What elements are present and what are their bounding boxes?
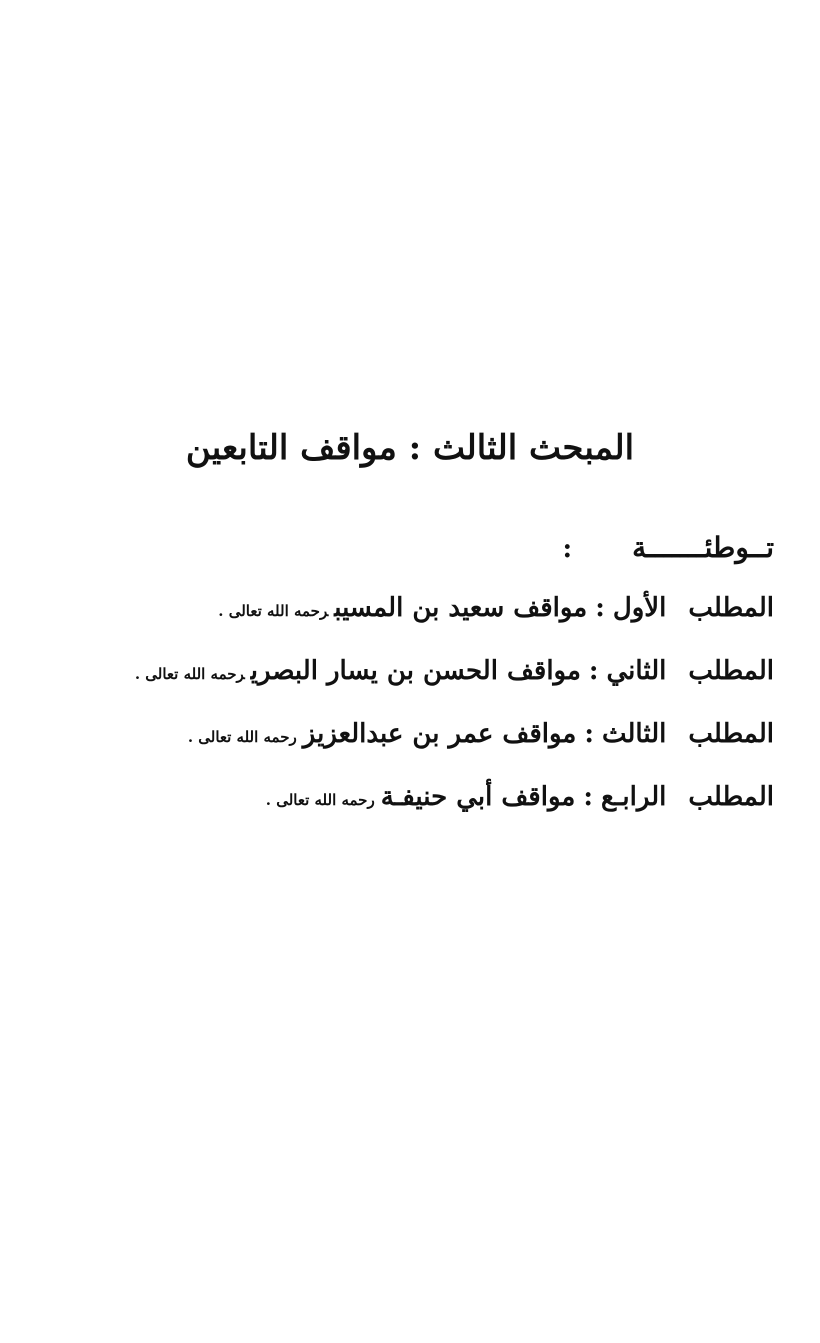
- section-separator: :: [583, 782, 593, 812]
- chapter-title: المبحث الثالث : مواقف التابعين: [185, 428, 635, 468]
- section-blessing: رحمه الله تعالى .: [187, 728, 297, 746]
- section-ordinal: الرابـع: [600, 782, 667, 812]
- section-item-2: [20, 643, 774, 699]
- section-ordinal: الأول: [612, 593, 667, 623]
- section-word: المطلب: [688, 656, 774, 686]
- section-ordinal: الثاني: [606, 656, 667, 686]
- section-blessing: رحمه الله تعالى .: [265, 791, 375, 809]
- section-subject: مواقف عمر بن عبدالعزيز: [302, 719, 577, 749]
- section-separator: :: [584, 719, 594, 749]
- intro-colon: :: [562, 534, 573, 564]
- section-subject: مواقف أبي حنيفـة: [380, 782, 576, 812]
- section-subject: مواقف الحسن بن يسار البصري: [250, 656, 581, 686]
- intro-heading: [20, 520, 774, 576]
- section-item-3: [20, 706, 774, 762]
- section-blessing: رحمه الله تعالى .: [134, 665, 245, 683]
- section-ordinal: الثالث: [601, 719, 667, 749]
- section-word: المطلب: [688, 782, 774, 812]
- section-item-4: [20, 769, 774, 825]
- section-separator: :: [595, 593, 605, 623]
- section-word: المطلب: [688, 719, 774, 749]
- section-separator: :: [588, 656, 599, 686]
- section-word: المطلب: [688, 593, 774, 623]
- section-subject: مواقف سعيد بن المسيب: [334, 593, 588, 623]
- section-blessing: رحمه الله تعالى .: [218, 602, 329, 620]
- intro-label: تــوطئـــــــة: [632, 531, 774, 564]
- section-item-1: [20, 580, 774, 636]
